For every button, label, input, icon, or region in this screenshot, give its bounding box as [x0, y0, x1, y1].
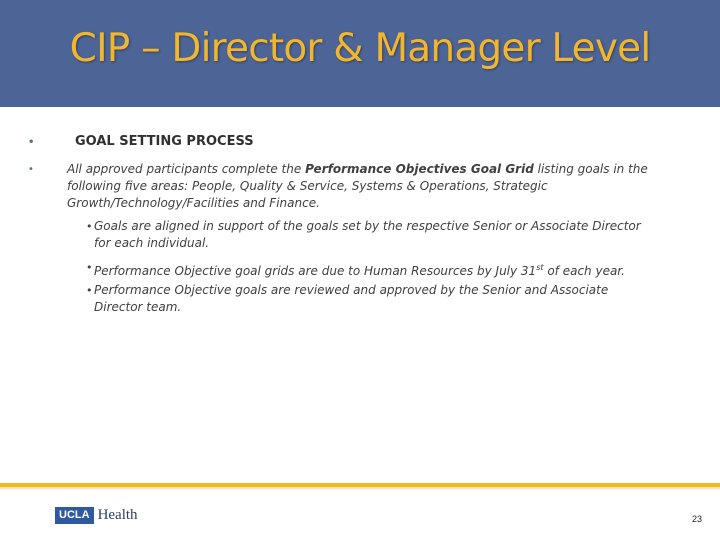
bullet-icon: • [86, 220, 93, 233]
bullet-icon: • [86, 284, 93, 297]
bullet-icon: • [28, 137, 35, 148]
logo-text: Health [97, 507, 138, 523]
main-bullet-text: All approved participants complete the Performance Objectives Goal Grid listing goals in the following five areas: People, Quality & Service, Systems & Operations, Strategic Growth/Technology/Facilities and Finance. [67, 162, 648, 210]
sub-bullet-text: Performance Objective goal grids are due to Human Resources by July 31st of each year. [94, 263, 625, 278]
footer-divider-light [0, 487, 720, 489]
sub-bullet-text: Goals are aligned in support of the goals set by the respective Senior or Associate Director for each individual. [94, 219, 641, 250]
goal-grid-emphasis: Performance Objectives Goal Grid [305, 162, 534, 176]
ucla-health-logo [55, 507, 138, 524]
bullet-icon: • [28, 164, 34, 175]
logo-box: UCLA [55, 507, 94, 524]
slide-title: CIP – Director & Manager Level [69, 26, 651, 71]
title-banner [0, 0, 720, 107]
section-heading: GOAL SETTING PROCESS [75, 134, 254, 149]
page-number: 23 [691, 514, 702, 524]
sub-bullet-text: Performance Objective goals are reviewed and approved by the Senior and Associate Director team. [94, 283, 609, 314]
bullet-icon: • [86, 261, 93, 274]
